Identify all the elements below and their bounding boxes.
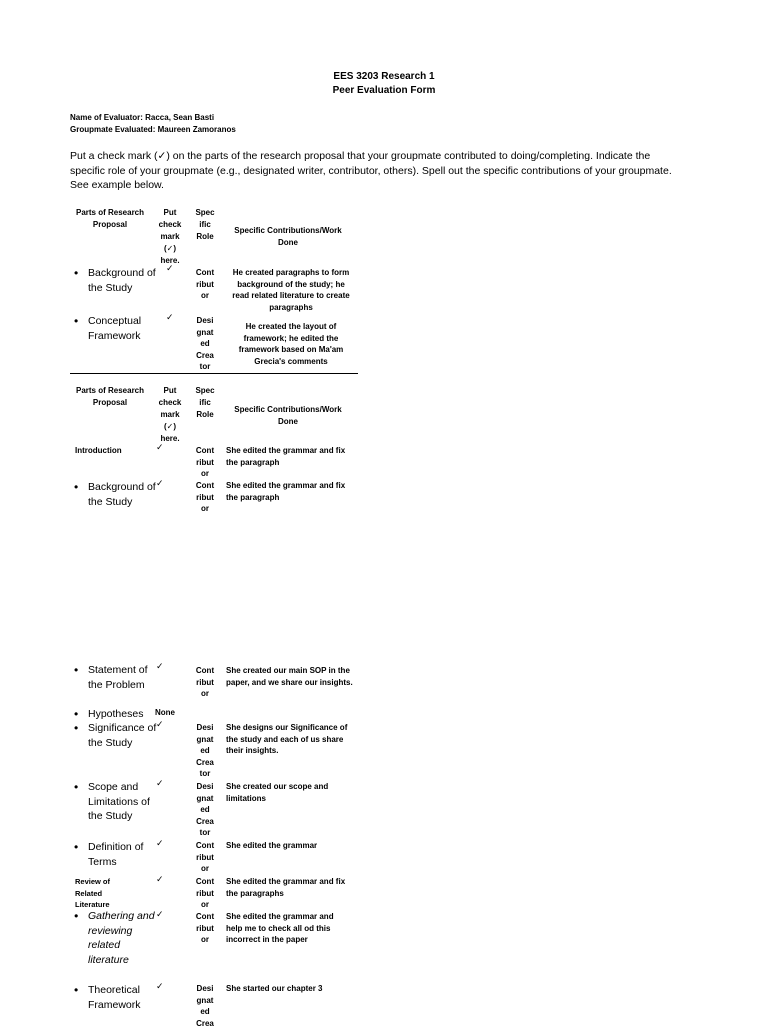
- contrib-cell: She created our main SOP in the paper, and we share our insights.: [226, 666, 353, 687]
- part-definition-of-terms: • Definition of Terms: [72, 840, 163, 869]
- contrib-cell: She created our scope and limitations: [226, 782, 329, 803]
- part-hypotheses: • Hypotheses: [72, 707, 168, 722]
- doc-title-form: Peer Evaluation Form: [332, 85, 436, 96]
- check-none: None: [155, 708, 175, 717]
- role-cell: Cont ribut or: [195, 666, 215, 698]
- header-contrib: Specific Contributions/Work Done: [234, 405, 342, 426]
- header-role: Spec ific Role: [195, 208, 215, 241]
- check-mark-icon: ✓: [156, 838, 164, 848]
- part-theoretical-framework: • Theoretical Framework: [72, 983, 163, 1012]
- example-part-background: • Background of the Study: [72, 266, 163, 295]
- part-gathering-literature: • Gathering and reviewing related literature: [72, 909, 156, 967]
- example-contrib: He created paragraphs to form background of the study; he read related literature to create paragraphs: [232, 268, 350, 312]
- check-mark-icon: ✓: [156, 478, 164, 488]
- part-scope-limitations: • Scope and Limitations of the Study: [72, 780, 163, 824]
- role-cell: Cont ribut or: [195, 481, 215, 513]
- contrib-cell: She designs our Significance of the study and each of us share their insights.: [226, 723, 348, 755]
- contrib-cell: She started our chapter 3: [226, 984, 323, 993]
- check-mark-icon: ✓: [156, 719, 164, 729]
- table-divider: [70, 373, 358, 374]
- contrib-cell: She edited the grammar and help me to check all od this incorrect in the paper: [226, 912, 334, 944]
- check-mark-icon: ✓: [156, 661, 164, 671]
- instructions-line-2: specific role of your groupmate (e.g., designated writer, contributor, others). Spell out the specific contributions of your groupmate.: [70, 165, 672, 177]
- evaluator-name: Name of Evaluator: Racca, Sean Basti: [70, 113, 215, 122]
- check-mark-icon: ✓: [156, 778, 164, 788]
- role-cell: Cont ribut or: [195, 877, 215, 909]
- doc-title-course: EES 3203 Research 1: [333, 71, 435, 82]
- instructions-line-3: See example below.: [70, 179, 164, 191]
- check-mark-icon: ✓: [156, 442, 164, 452]
- role-cell: Cont ribut or: [195, 912, 215, 944]
- example-role: Cont ribut or: [195, 268, 215, 300]
- part-statement-of-problem: • Statement of the Problem: [72, 663, 163, 692]
- header-contrib: Specific Contributions/Work Done: [234, 226, 342, 247]
- part-review-of-literature: Review of Related Literature: [75, 877, 111, 909]
- contrib-cell: She edited the grammar and fix the paragraphs: [226, 877, 346, 898]
- header-parts: Parts of Research Proposal: [75, 208, 145, 229]
- header-check: Put check mark (✓) here.: [158, 386, 182, 443]
- role-cell: Cont ribut or: [195, 446, 215, 478]
- role-cell: Cont ribut or: [195, 841, 215, 873]
- example-part-conceptual: • Conceptual Framework: [72, 314, 163, 343]
- example-contrib: He created the layout of framework; he edited the framework based on Ma'am Grecia's comments: [238, 322, 344, 366]
- part-introduction: Introduction: [75, 446, 122, 455]
- role-cell: Desi gnat ed Crea: [196, 984, 214, 1028]
- example-role: Desi gnat ed Crea tor: [196, 316, 214, 371]
- header-parts: Parts of Research Proposal: [75, 386, 145, 407]
- check-mark-icon: ✓: [156, 874, 164, 884]
- contrib-cell: She edited the grammar and fix the paragraph: [226, 481, 346, 502]
- part-background: • Background of the Study: [72, 480, 163, 509]
- check-mark-icon: ✓: [166, 263, 174, 273]
- check-mark-icon: ✓: [156, 909, 164, 919]
- groupmate-name: Groupmate Evaluated: Maureen Zamoranos: [70, 125, 236, 134]
- role-cell: Desi gnat ed Crea tor: [196, 723, 214, 778]
- instructions-line-1: Put a check mark (✓) on the parts of the research proposal that your groupmate contributed to doing/completing. Indicate the: [70, 150, 651, 162]
- contrib-cell: She edited the grammar and fix the paragraph: [226, 446, 346, 467]
- part-significance: • Significance of the Study: [72, 721, 168, 750]
- header-role: Spec ific Role: [195, 386, 215, 419]
- check-mark-icon: ✓: [166, 312, 174, 322]
- header-check: Put check mark (✓) here.: [158, 208, 182, 265]
- check-mark-icon: ✓: [156, 981, 164, 991]
- role-cell: Desi gnat ed Crea tor: [196, 782, 214, 837]
- contrib-cell: She edited the grammar: [226, 841, 318, 850]
